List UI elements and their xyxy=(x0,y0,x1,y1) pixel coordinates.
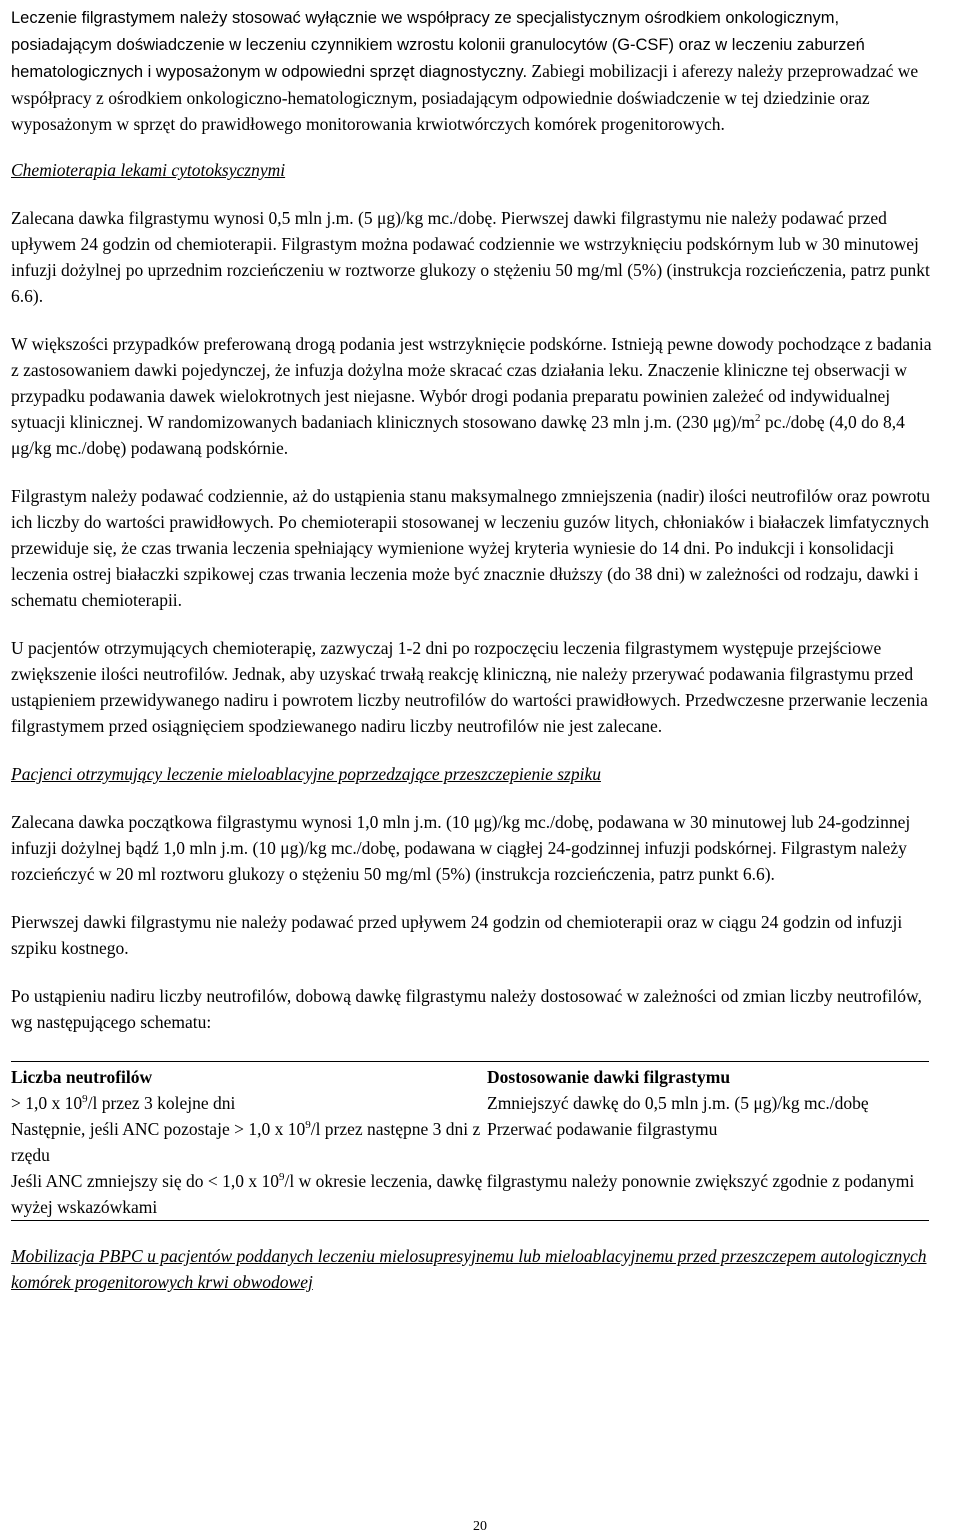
table-row xyxy=(11,1090,929,1116)
section-heading-chemotherapy: Chemioterapia lekami cytotoksycznymi xyxy=(11,160,286,180)
section-heading-pbpc: Mobilizacja PBPC u pacjentów poddanych leczeniu mielosupresyjnemu lub mieloablacyjnemu przed przeszczepem autologicznych komórek progenitorowych krwi obwodowej xyxy=(11,1246,927,1292)
table-cell: Zmniejszyć dawkę do 0,5 mln j.m. (5 μg)/kg mc./dobę xyxy=(487,1093,869,1113)
route-superscript: 2 xyxy=(755,412,761,425)
adjustment-paragraph: Po ustąpieniu nadiru liczby neutrofilów, dobową dawkę filgrastymu należy dostosować w zależności od zmian liczby neutrofilów, wg następującego schematu: xyxy=(11,986,922,1032)
page-number: 20 xyxy=(473,1519,487,1534)
table-cell: Przerwać podawanie filgrastymu xyxy=(487,1119,718,1139)
table-cell xyxy=(11,1090,487,1116)
intro-paragraph xyxy=(11,4,937,137)
document-page xyxy=(11,4,937,1295)
table-cell xyxy=(11,1116,487,1168)
cell-text: > 1,0 x 10 xyxy=(11,1093,83,1113)
cell-text: /l przez następne 3 dni z rzędu xyxy=(11,1119,481,1165)
cell-text: Następnie, jeśli ANC pozostaje > 1,0 x 10 xyxy=(11,1119,306,1139)
dose-adjustment-table xyxy=(11,1061,929,1221)
section-heading-myeloablative: Pacjenci otrzymujący leczenie mieloablacyjne poprzedzające przeszczepienie szpiku xyxy=(11,764,601,784)
route-text-a: W większości przypadków preferowaną drogą podania jest wstrzyknięcie podskórne. Istnieją pewne dowody pochodzące z badania z zastosowaniem dawki pojedynczej, że infuzja dożylna może skracać czas działania leku. Znaczenie kliniczne tej obserwacji w przypadku podawania dawek wielokrotnych jest niejasne. Wybór drogi podania preparatu powinien zależeć od indywidualnej sytuacji klinicznej. W randomizowanych badaniach klinicznych stosowano dawkę 23 mln j.m. (230 μg)/m xyxy=(11,334,932,432)
table-header-neutrophils: Liczba neutrofilów xyxy=(11,1062,487,1091)
intro-sans-text: Leczenie filgrastymem należy stosować wyłącznie we współpracy ze specjalistycznym ośrodkiem onkologicznym, posiadającym doświadczenie w leczeniu czynnikiem wzrostu kolonii granulocytów (G-CSF) oraz w leczeniu zaburzeń hematologicznych i wyposażonym w odpowiedni sprzęt diagnostyczny. xyxy=(11,9,865,81)
transient-increase-paragraph: U pacjentów otrzymujących chemioterapię, zazwyczaj 1-2 dni po rozpoczęciu leczenia filgrastymem występuje przejściowe zwiększenie ilości neutrofilów. Jednak, aby uzyskać trwałą reakcję kliniczną, nie należy przerywać podawania filgrastymu przed ustąpieniem przewidywanego nadiru i powrotem liczby neutrofilów do wartości prawidłowych. Przedwczesne przerwanie leczenia filgrastymem przed osiągnięciem spodziewanego nadiru liczby neutrofilów nie jest zalecane. xyxy=(11,638,928,736)
route-paragraph xyxy=(11,331,937,461)
cell-text: /l w okresie leczenia, dawkę filgrastymu należy ponownie zwiększyć zgodnie z podanymi wyżej wskazówkami xyxy=(11,1171,915,1217)
table-row xyxy=(11,1116,929,1168)
dose-paragraph: Zalecana dawka filgrastymu wynosi 0,5 mln j.m. (5 μg)/kg mc./dobę. Pierwszej dawki filgrastymu nie należy podawać przed upływem 24 godzin od chemioterapii. Filgrastym można podawać codziennie we wstrzyknięciu podskórnym lub w 30 minutowej infuzji dożylnej po uprzednim rozcieńczeniu w roztworze glukozy o stężeniu 50 mg/ml (5%) (instrukcja rozcieńczenia, patrz punkt 6.6). xyxy=(11,208,930,306)
cell-superscript: 9 xyxy=(305,1119,311,1132)
cell-superscript: 9 xyxy=(82,1093,88,1106)
initial-dose-paragraph: Zalecana dawka początkowa filgrastymu wynosi 1,0 mln j.m. (10 μg)/kg mc./dobę, podawana w 30 minutowej lub 24-godzinnej infuzji dożylnej bądź 1,0 mln j.m. (10 μg)/kg mc./dobę, podawana w ciągłej 24-godzinnej infuzji podskórnej. Filgrastym należy rozcieńczyć w 20 ml roztworu glukozy o stężeniu 50 mg/ml (5%) (instrukcja rozcieńczenia, patrz punkt 6.6). xyxy=(11,812,911,884)
table-header-adjustment: Dostosowanie dawki filgrastymu xyxy=(487,1062,929,1091)
duration-paragraph: Filgrastym należy podawać codziennie, aż do ustąpienia stanu maksymalnego zmniejszenia (nadir) ilości neutrofilów oraz powrotu ich liczby do wartości prawidłowych. Po chemioterapii stosowanej w leczeniu guzów litych, chłoniaków i białaczek limfatycznych przewiduje się, że czas trwania leczenia spełniający wymienione wyżej kryteria wyniesie do 14 dni. Po indukcji i konsolidacji leczenia ostrej białaczki szpikowej czas trwania leczenia może być znacznie dłuższy (do 38 dni) w zależności od rodzaju, dawki i schematu chemioterapii. xyxy=(11,486,930,610)
cell-text: /l przez 3 kolejne dni xyxy=(87,1093,236,1113)
intro-serif-text: Zabiegi mobilizacji i aferezy należy przeprowadzać we współpracy z ośrodkiem onkologiczno-hematologicznym, posiadającym odpowiednie doświadczenie w tej dziedzinie oraz wyposażonym w sprzęt do prawidłowego monitorowania krwiotwórczych komórek progenitorowych. xyxy=(11,61,919,134)
route-text-b: pc./dobę (4,0 do 8,4 μg/kg mc./dobę) podawaną podskórnie. xyxy=(11,412,905,458)
table-row xyxy=(11,1168,929,1221)
table-cell xyxy=(11,1168,929,1221)
cell-superscript: 9 xyxy=(278,1171,285,1184)
first-dose-paragraph: Pierwszej dawki filgrastymu nie należy podawać przed upływem 24 godzin od chemioterapii oraz w ciągu 24 godzin od infuzji szpiku kostnego. xyxy=(11,912,903,958)
cell-text: Jeśli ANC zmniejszy się do < 1,0 x 10 xyxy=(11,1171,279,1191)
table-header-row xyxy=(11,1062,929,1091)
